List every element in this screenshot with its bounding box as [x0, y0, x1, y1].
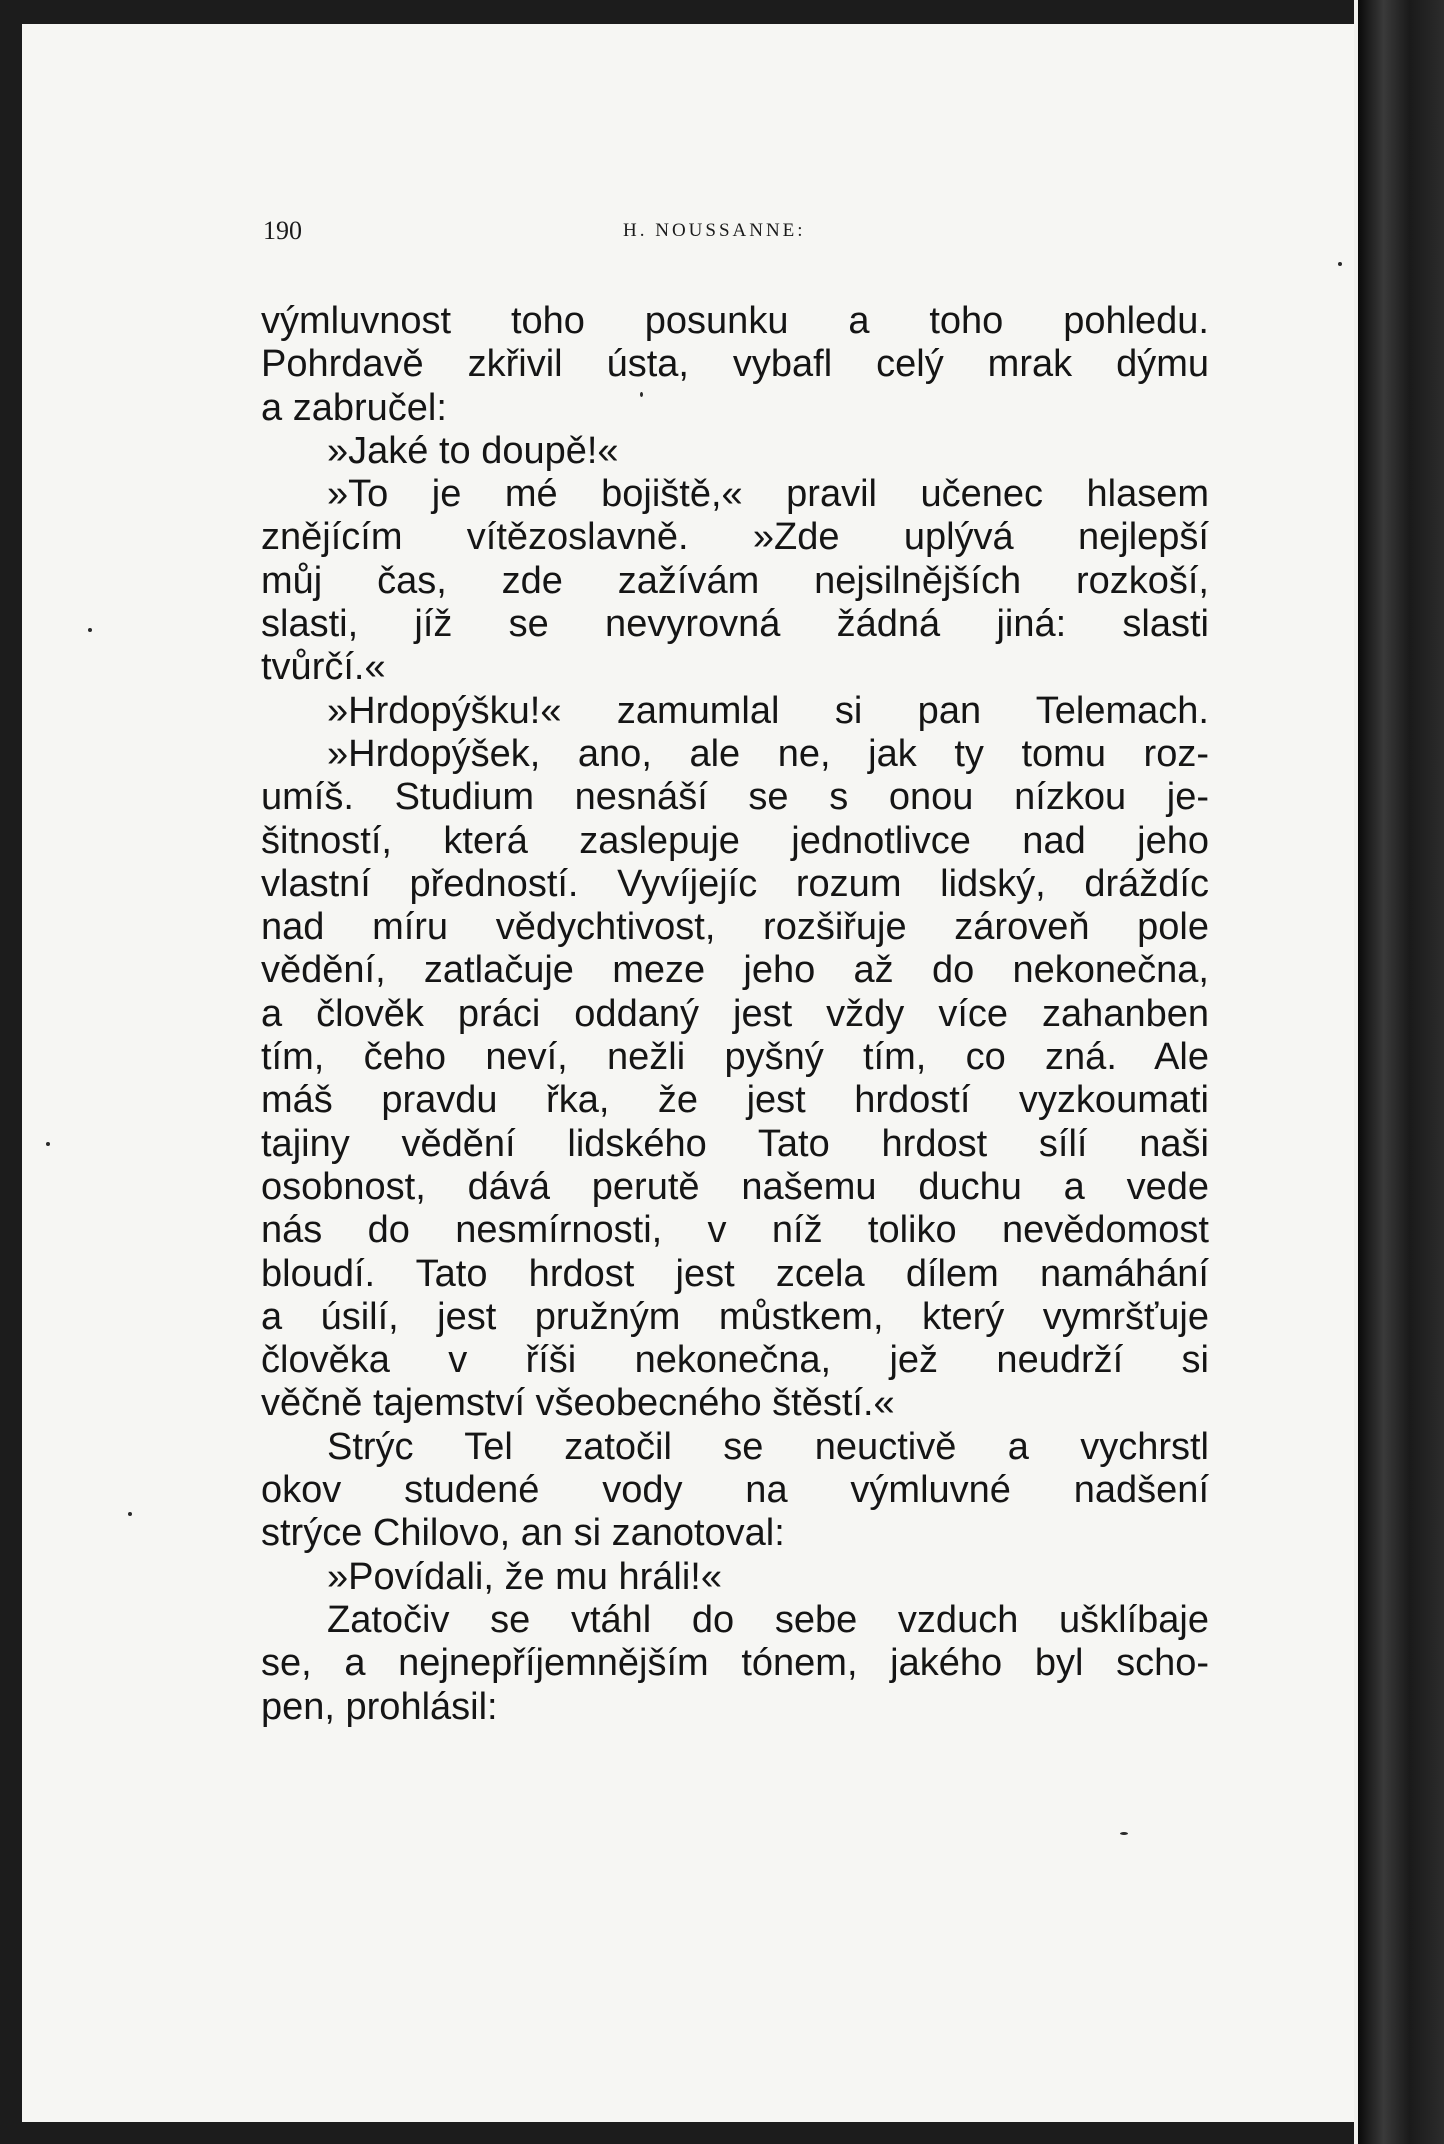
text-line: nad míru vědychtivost, rozšiřuje zároveň pole — [261, 906, 1209, 949]
body-text — [261, 300, 1209, 1729]
text-line: Pohrdavě zkřivil ústa, vybafl celý mrak dýmu — [261, 343, 1209, 386]
scan-speck — [46, 1142, 50, 1146]
text-line: »Hrdopýšku!« zamumlal si pan Telemach. — [327, 689, 1209, 732]
text-line: »Povídali, že mu hráli!« — [327, 1555, 722, 1598]
text-line: a zabručel: — [261, 386, 447, 429]
text-line: vlastní předností. Vyvíjejíc rozum lidský, dráždíc — [261, 862, 1209, 905]
text-line: »Jaké to doupě!« — [327, 429, 619, 472]
text-line: a úsilí, jest pružným můstkem, který vymršťuje — [261, 1295, 1209, 1338]
running-head: H. NOUSSANNE: — [623, 220, 806, 241]
text-line: okov studené vody na výmluvné nadšení — [261, 1469, 1209, 1512]
text-line: výmluvnost toho posunku a toho pohledu. — [261, 300, 1209, 342]
scan-speck — [640, 392, 643, 397]
text-line: slasti, jíž se nevyrovná žádná jiná: slasti — [261, 603, 1209, 646]
text-line: tím, čeho neví, nežli pyšný tím, co zná. Ale — [261, 1036, 1209, 1079]
text-line: vědění, zatlačuje meze jeho až do nekonečna, — [261, 949, 1209, 992]
scan-speck — [88, 628, 92, 632]
text-line: »To je mé bojiště,« pravil učenec hlasem — [327, 473, 1209, 516]
text-line: Strýc Tel zatočil se neuctivě a vychrstl — [327, 1425, 1209, 1468]
text-line: tajiny vědění lidského Tato hrdost sílí naši — [261, 1122, 1209, 1165]
text-line: Zatočiv se vtáhl do sebe vzduch ušklíbaje — [327, 1598, 1209, 1641]
scan-speck — [1120, 1832, 1128, 1835]
text-line: máš pravdu řka, že jest hrdostí vyzkoumati — [261, 1079, 1209, 1122]
text-line: osobnost, dává perutě našemu duchu a vede — [261, 1165, 1209, 1208]
text-line: nás do nesmírnosti, v níž toliko nevědomost — [261, 1209, 1209, 1252]
text-line: můj čas, zde zažívám nejsilnějších rozkoší, — [261, 559, 1209, 602]
text-line: strýce Chilovo, an si zanotoval: — [261, 1512, 785, 1555]
scan-speck — [128, 1512, 132, 1516]
text-line: člověka v říši nekonečna, jež neudrží si — [261, 1339, 1209, 1382]
page-header — [263, 216, 1213, 256]
book-spine — [1358, 0, 1444, 2144]
text-line: umíš. Studium nesnáší se s onou nízkou je- — [261, 776, 1209, 819]
text-line: a člověk práci oddaný jest vždy více zahanben — [261, 992, 1209, 1035]
text-line: tvůrčí.« — [261, 646, 386, 689]
text-line: »Hrdopýšek, ano, ale ne, jak ty tomu roz- — [327, 732, 1209, 775]
page-number: 190 — [263, 216, 302, 245]
scan-speck — [1338, 262, 1342, 266]
text-line: se, a nejnepříjemnějším tónem, jakého byl scho- — [261, 1642, 1209, 1685]
text-line: věčně tajemství všeobecného štěstí.« — [261, 1382, 895, 1425]
text-line: šitností, která zaslepuje jednotlivce nad jeho — [261, 819, 1209, 862]
text-line: pen, prohlásil: — [261, 1685, 498, 1728]
text-line: bloudí. Tato hrdost jest zcela dílem namáhání — [261, 1252, 1209, 1295]
text-line: znějícím vítězoslavně. »Zde uplývá nejlepší — [261, 516, 1209, 559]
